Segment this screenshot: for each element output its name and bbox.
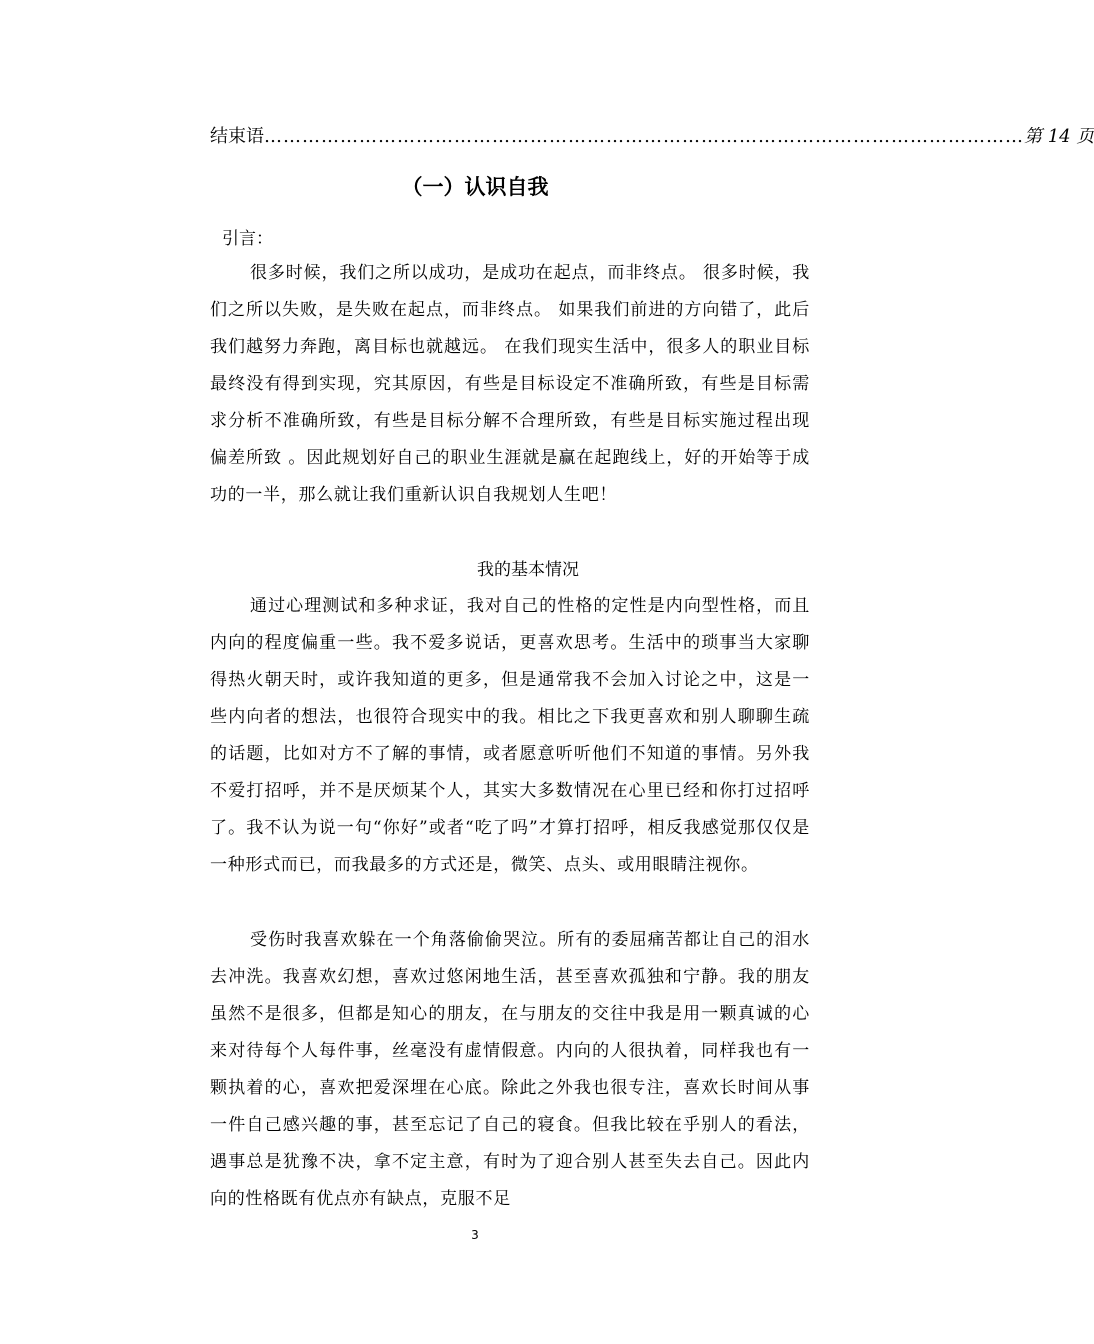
toc-label: 结束语 (210, 126, 264, 147)
subheading: 我的基本情况 (477, 560, 579, 580)
section-title: （一）认识自我 (401, 175, 549, 199)
toc-leader-dots: ………………………………………………………………………………………………………… (264, 126, 1024, 147)
page-number: 3 (471, 1228, 479, 1242)
toc-entry (210, 122, 1094, 152)
body-paragraph: 通过心理测试和多种求证，我对自己的性格的定性是内向型性格，而且内向的程度偏重一些。我不爱多说话，更喜欢思考。生活中的琐事当大家聊得热火朝天时，或许我知道的更多，但是通常我不会加入讨论之中，这是一些内向者的想法，也很符合现实中的我。相比之下我更喜欢和别人聊聊生疏的话题，比如对方不了解的事情，或者愿意听听他们不知道的事情。另外我不爱打招呼，并不是厌烦某个人，其实大多数情况在心里已经和你打过招呼了。我不认为说一句“你好”或者“吃了吗”才算打招呼，相反我感觉那仅仅是一种形式而已，而我最多的方式还是，微笑、点头、或用眼睛注视你。 (210, 596, 810, 875)
toc-page-ref: 第 14 页 (1024, 126, 1094, 147)
intro-label: 引言： (222, 229, 273, 249)
body-paragraph: 受伤时我喜欢躲在一个角落偷偷哭泣。所有的委屈痛苦都让自己的泪水去冲洗。我喜欢幻想，喜欢过悠闲地生活，甚至喜欢孤独和宁静。我的朋友虽然不是很多，但都是知心的朋友，在与朋友的交往中我是用一颗真诚的心来对待每个人每件事，丝毫没有虚情假意。内向的人很执着，同样我也有一颗执着的心，喜欢把爱深埋在心底。除此之外我也很专注，喜欢长时间从事一件自己感兴趣的事，甚至忘记了自己的寝食。但我比较在乎别人的看法，遇事总是犹豫不决，拿不定主意，有时为了迎合别人甚至失去自己。因此内向的性格既有优点亦有缺点，克服不足 (210, 930, 810, 1209)
intro-paragraph: 很多时候，我们之所以成功，是成功在起点，而非终点。 很多时候，我们之所以失败，是失败在起点，而非终点。 如果我们前进的方向错了，此后我们越努力奔跑，离目标也就越远。 在我们现实生活中，很多人的职业目标最终没有得到实现，究其原因，有些是目标设定不准确所致，有些是目标需求分析不准确所致，有些是目标分解不合理所致，有些是目标实施过程出现偏差所致 。因此规划好自己的职业生涯就是赢在起跑线上，好的开始等于成功的一半，那么就让我们重新认识自我规划人生吧！ (210, 263, 810, 505)
